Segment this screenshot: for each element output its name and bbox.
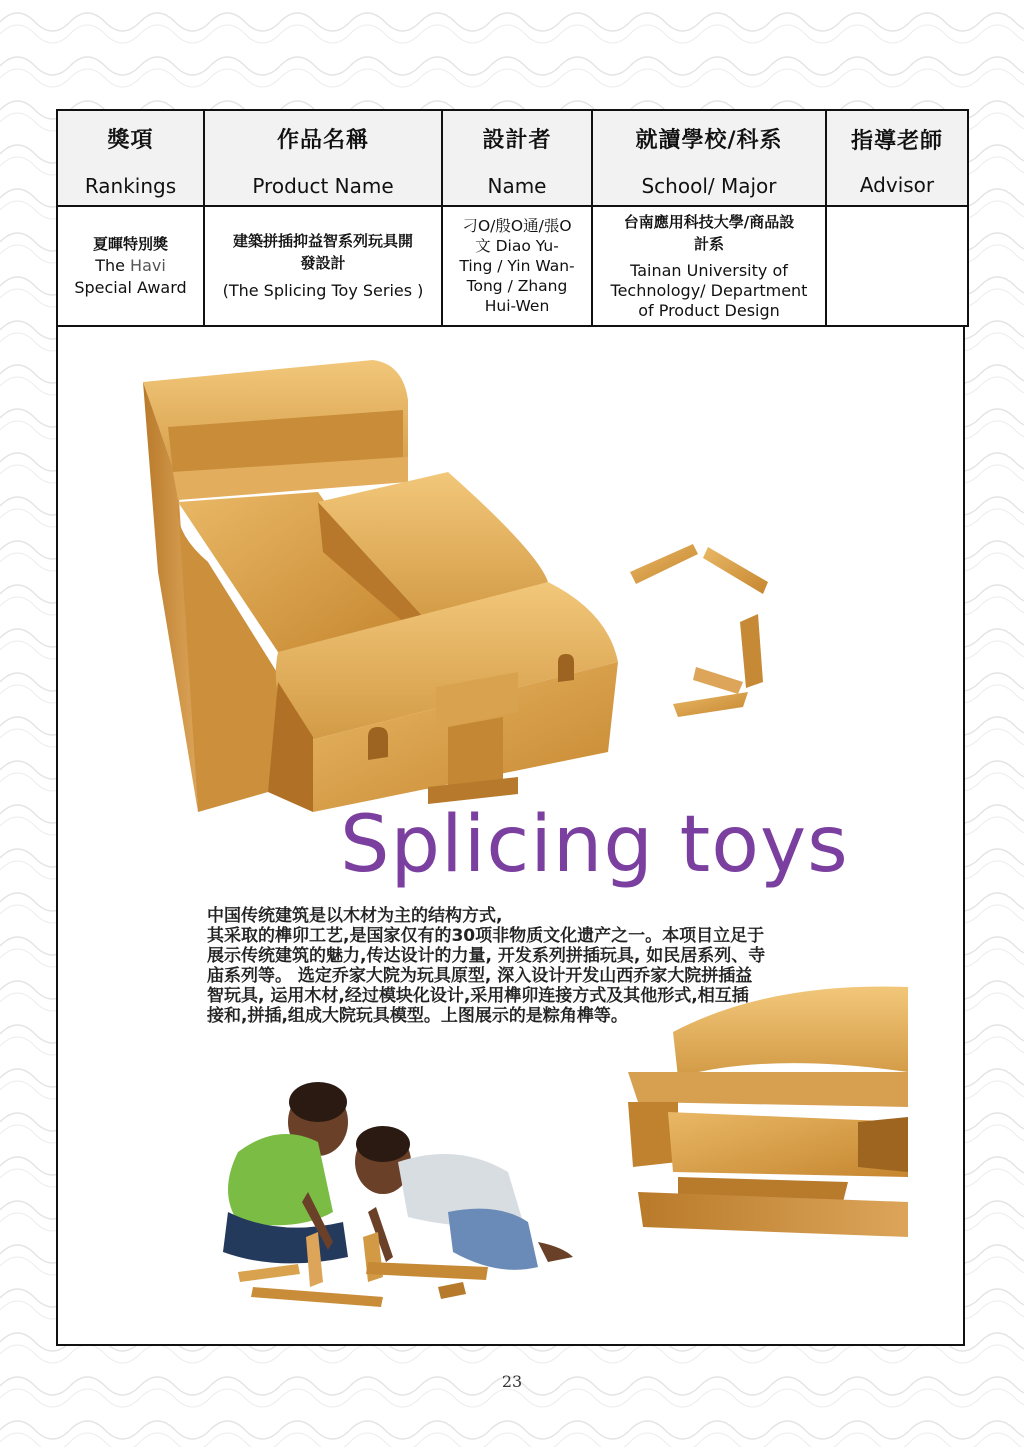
description-line: 展示传统建筑的魅力,传达设计的力量, 开发系列拼插玩具, 如民居系列、寺 (207, 946, 766, 966)
header-advisor-en: Advisor (859, 172, 935, 197)
designer-line: 刁O/殷O通/張O (462, 217, 572, 235)
description-line: 接和,拼插,组成大院玩具模型。上图展示的是粽角榫等。 (207, 1006, 628, 1026)
table-header-row (57, 110, 968, 206)
product-en: (The Splicing Toy Series ) (222, 281, 424, 300)
cell-product (204, 206, 442, 326)
table-row (57, 206, 968, 326)
description-line: 庙系列等。 选定乔家大院为玩具原型, 深入设计开发山西乔家大院拼插益 (207, 966, 753, 986)
ranking-en-line1 (62, 255, 199, 277)
school-zh-line1: 台南應用科技大學/商品設 (623, 213, 795, 231)
header-product-zh: 作品名稱 (276, 127, 369, 153)
header-rankings (57, 110, 204, 206)
product-zh-line1: 建築拼插抑益智系列玩具開 (232, 232, 413, 250)
header-advisor-zh: 指導老師 (850, 128, 943, 154)
description-line: 智玩具, 运用木材,经过模块化设计,采用榫卯连接方式及其他形式,相互插 (207, 986, 749, 1006)
designer-line: 文 Diao Yu- (475, 237, 559, 255)
header-name-en: Name (487, 173, 547, 198)
designer-line: Ting / Yin Wan- (459, 257, 575, 275)
description-line: 其采取的榫卯工艺,是国家仅有的30项非物质文化遗产之一。本项目立足于 (207, 926, 765, 946)
ranking-zh: 夏暉特別獎 (92, 235, 168, 253)
poster-title: Splicing toys (340, 800, 849, 890)
header-school-en: School/ Major (641, 173, 777, 198)
cell-advisor (826, 206, 968, 326)
header-name (442, 110, 592, 206)
school-en-line3: of Product Design (638, 301, 780, 320)
ranking-en-line2: Special Award (74, 278, 187, 297)
product-zh-line2: 發設計 (300, 254, 346, 272)
school-zh-line2: 計系 (693, 235, 724, 253)
designer-line: Hui-Wen (484, 297, 550, 315)
ranking-en-havi: Havi (130, 256, 166, 275)
poster-description (207, 906, 905, 1026)
school-en-line2: Technology/ Department (610, 281, 808, 300)
school-en-line1: Tainan University of (630, 261, 788, 280)
header-school (592, 110, 826, 206)
header-rankings-en: Rankings (84, 173, 177, 198)
header-school-zh: 就讀學校/科系 (635, 127, 783, 153)
header-rankings-zh: 獎項 (107, 127, 154, 153)
ranking-en-the: The (95, 256, 125, 275)
description-line: 中国传统建筑是以木材为主的结构方式, (207, 906, 503, 926)
header-product-en: Product Name (252, 173, 394, 198)
header-name-zh: 設計者 (482, 127, 552, 153)
cell-designers (442, 206, 592, 326)
cell-school (592, 206, 826, 326)
designer-line: Tong / Zhang (466, 277, 568, 295)
page-number: 23 (501, 1372, 523, 1391)
header-advisor (826, 110, 968, 206)
header-product-name (204, 110, 442, 206)
award-table (56, 109, 969, 327)
cell-ranking (57, 206, 204, 326)
